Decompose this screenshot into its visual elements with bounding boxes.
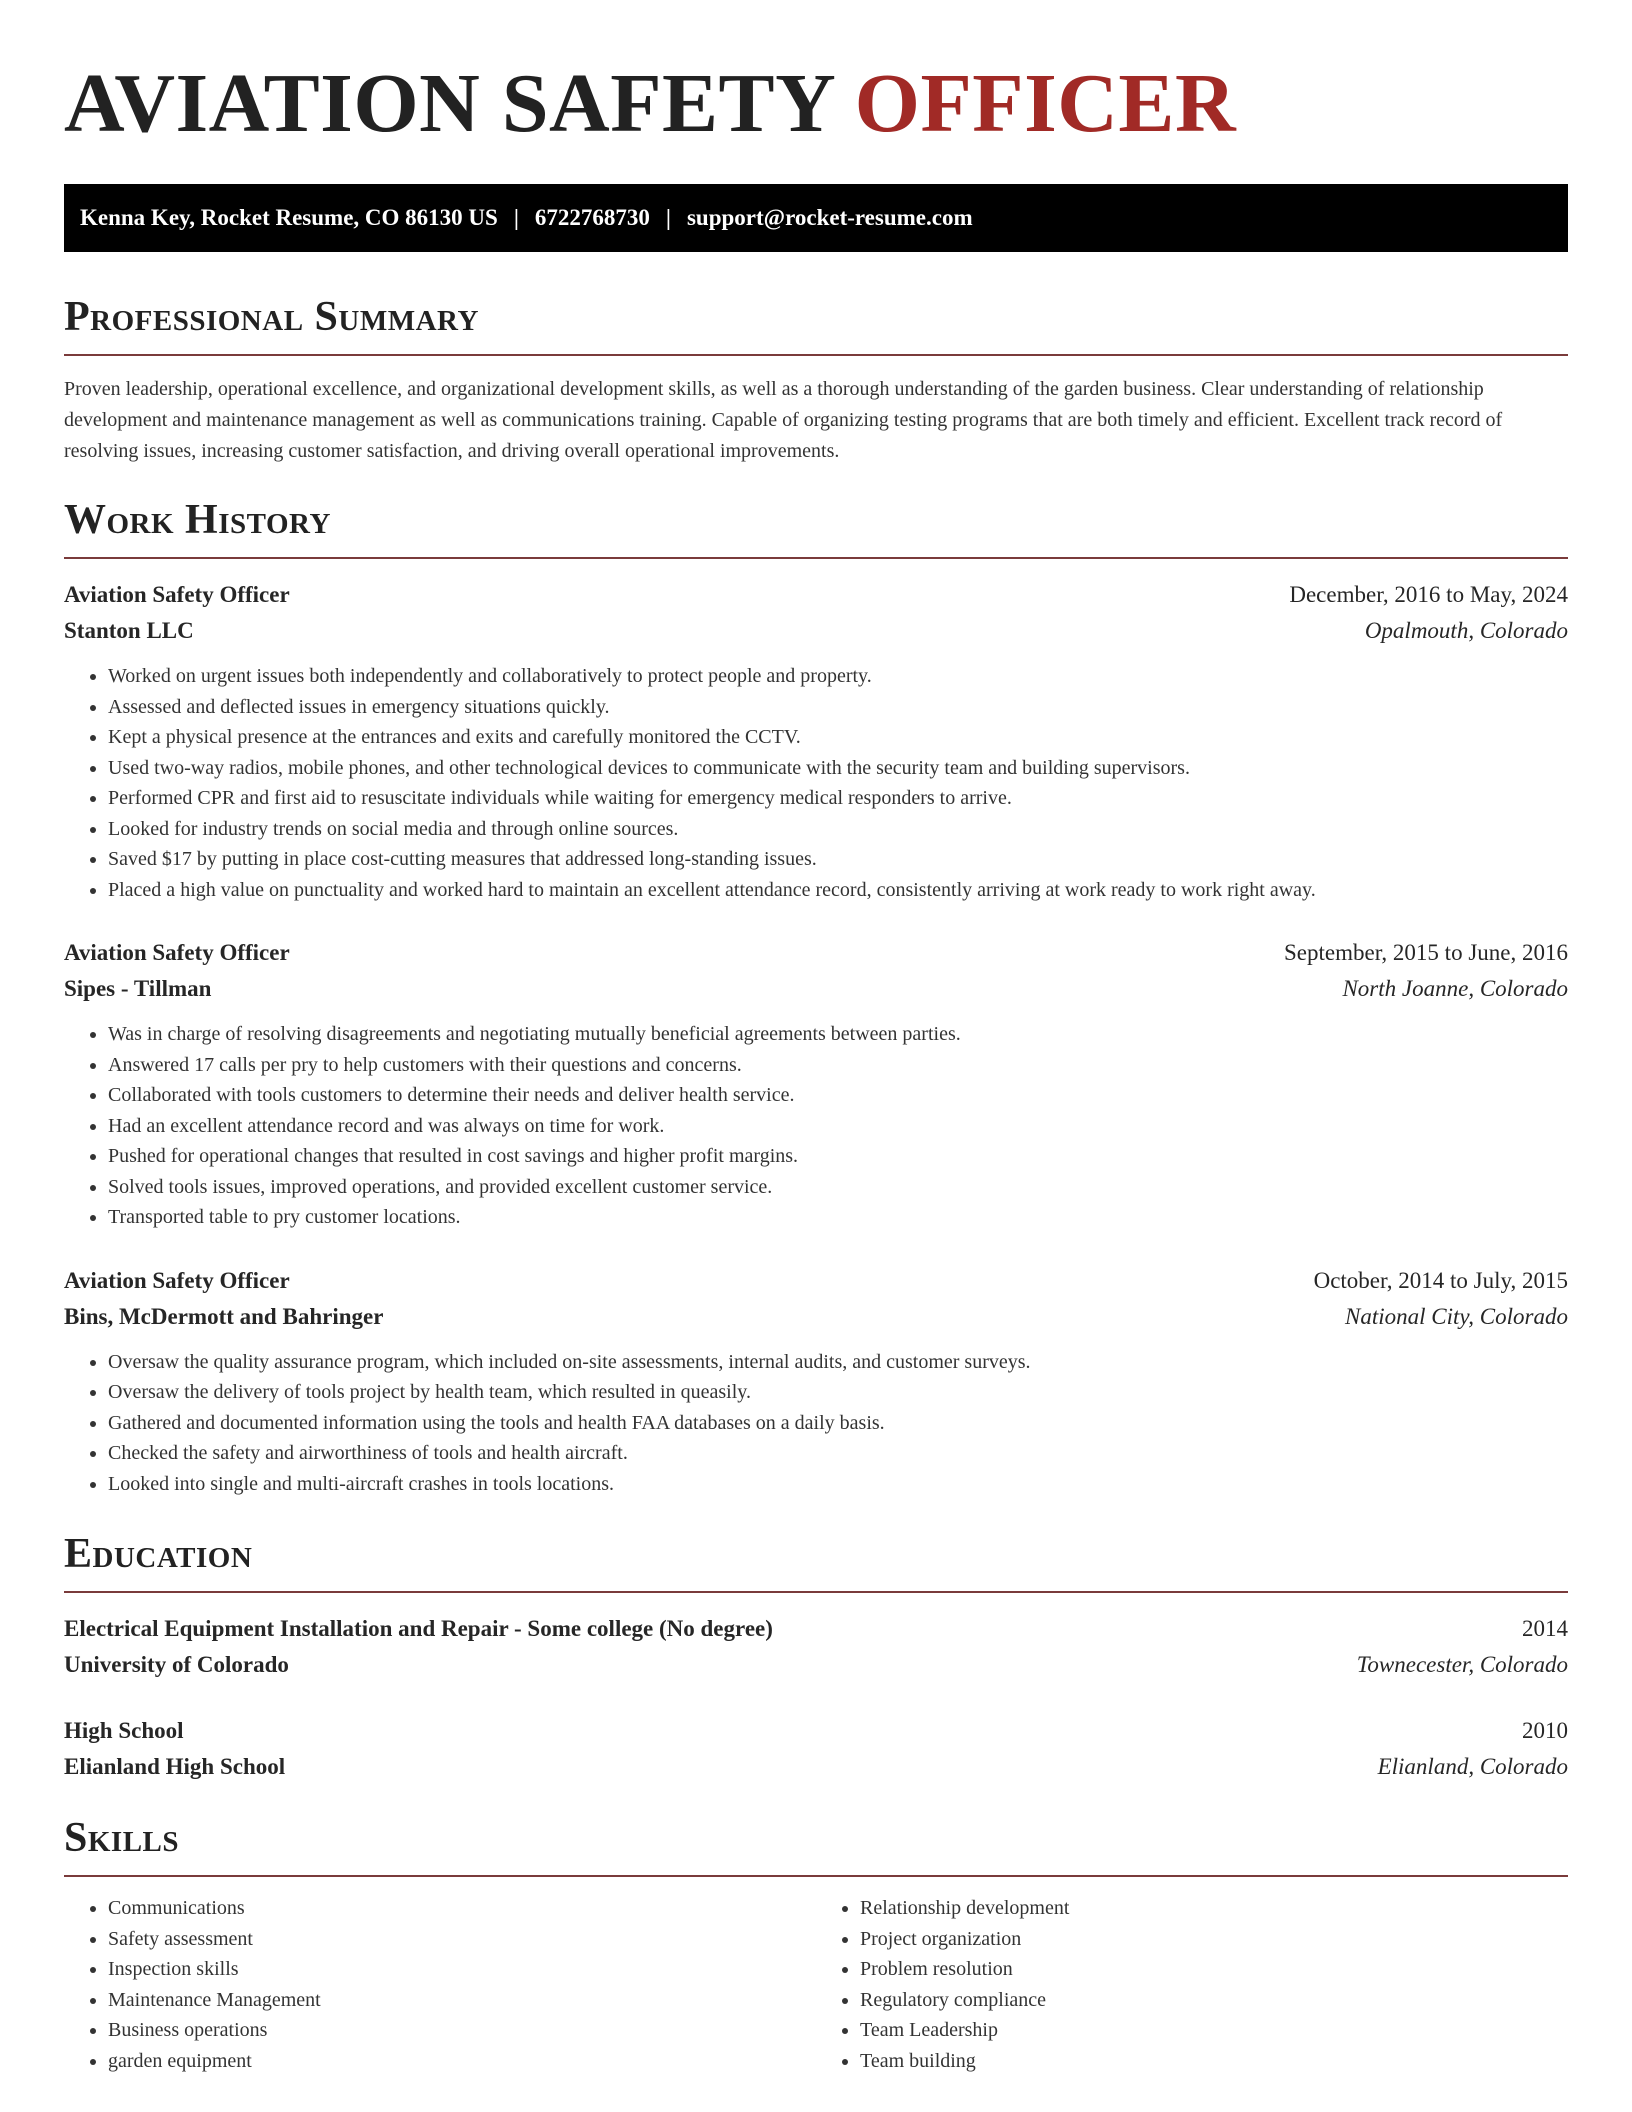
skill-item: • Communications: [108, 1893, 816, 1924]
education-location: Elianland, Colorado: [1377, 1754, 1568, 1779]
skill-item: • Problem resolution: [860, 1954, 1568, 1985]
section-divider: [64, 1591, 1568, 1593]
skill-item: • Business operations: [108, 2015, 816, 2046]
list-item: • Checked the safety and airworthiness of tools and health aircraft.: [108, 1438, 1568, 1469]
job-bullets: [64, 1347, 1568, 1500]
education-list: [64, 1611, 1568, 1785]
job-header-row: [64, 577, 1568, 613]
contact-bar: [64, 184, 1568, 252]
list-item: • Collaborated with tools customers to determine their needs and deliver health service.: [108, 1080, 1568, 1111]
skills-section: [64, 1813, 1568, 2076]
summary-text: Proven leadership, operational excellence, and organizational development skills, as well as a thorough understanding of the garden business. Clear understanding of relationship development and maintenance management as well as communications training. Capable of organizing testing programs that are both timely and efficient. Excellent track record of resolving issues, increasing customer satisfaction, and driving overall operational improvements.: [64, 378, 1503, 462]
job-location: National City, Colorado: [1344, 1303, 1568, 1329]
education-year: 2010: [1522, 1718, 1568, 1743]
contact-address: Kenna Key, Rocket Resume, CO 86130 US: [80, 205, 498, 230]
job-bullets: [64, 1019, 1568, 1233]
education-header-row: [64, 1713, 1568, 1749]
contact-separator: |: [513, 205, 519, 230]
education-school-row: [64, 1647, 1568, 1683]
list-item: • Placed a high value on punctuality and worked hard to maintain an excellent attendance record, consistently arriving at work ready to work right away.: [108, 875, 1568, 906]
skill-item: • Relationship development: [860, 1893, 1568, 1924]
job-company: Sipes - Tillman: [64, 976, 212, 1001]
list-item: • Transported table to pry customer locations.: [108, 1202, 1568, 1233]
list-item: • Oversaw the quality assurance program, which included on-site assessments, internal audits, and customer surveys.: [108, 1347, 1568, 1378]
skill-item: • Team Leadership: [860, 2015, 1568, 2046]
skills-column-left: [64, 1893, 816, 2076]
education-school: Elianland High School: [64, 1754, 286, 1779]
list-item: • Kept a physical presence at the entrances and exits and carefully monitored the CCTV.: [108, 722, 1568, 753]
skill-item: • Safety assessment: [108, 1924, 816, 1955]
skill-item: • Maintenance Management: [108, 1985, 816, 2016]
list-item: • Looked into single and multi-aircraft crashes in tools locations.: [108, 1469, 1568, 1500]
list-item: • Oversaw the delivery of tools project by health team, which resulted in queasily.: [108, 1377, 1568, 1408]
job-company: Bins, McDermott and Bahringer: [64, 1303, 384, 1329]
skill-item: • garden equipment: [108, 2046, 816, 2077]
contact-phone: 6722768730: [534, 205, 650, 230]
job-title: Aviation Safety Officer: [64, 1267, 290, 1293]
skills-columns: [64, 1893, 1568, 2076]
section-heading: Professional Summary: [64, 294, 479, 340]
job-company: Stanton LLC: [64, 618, 194, 643]
list-item: • Used two-way radios, mobile phones, and other technological devices to communicate with the security team and building supervisors.: [108, 753, 1568, 784]
title-main: AVIATION SAFETY: [64, 57, 855, 150]
education-school: University of Colorado: [64, 1652, 289, 1677]
title-accent: OFFICER: [854, 57, 1237, 150]
education-section: [64, 1529, 1568, 1785]
skill-item: • Regulatory compliance: [860, 1985, 1568, 2016]
contact-separator: |: [665, 205, 671, 230]
job-header-row: [64, 935, 1568, 971]
job-dates: September, 2015 to June, 2016: [1284, 940, 1568, 965]
list-item: • Looked for industry trends on social media and through online sources.: [108, 814, 1568, 845]
job-company-row: [64, 971, 1568, 1007]
list-item: • Performed CPR and first aid to resuscitate individuals while waiting for emergency medical responders to arrive.: [108, 783, 1568, 814]
list-item: • Worked on urgent issues both independently and collaboratively to protect people and property.: [108, 661, 1568, 692]
resume-title: [64, 0, 1568, 150]
skill-item: • Team building: [860, 2046, 1568, 2077]
section-heading: Skills: [64, 1815, 180, 1861]
job-title: Aviation Safety Officer: [64, 582, 290, 607]
job-list: [64, 577, 1568, 1499]
list-item: • Assessed and deflected issues in emergency situations quickly.: [108, 692, 1568, 723]
work-history-section: [64, 495, 1568, 1499]
job-title: Aviation Safety Officer: [64, 940, 290, 965]
section-heading: Work History: [64, 497, 331, 543]
contact-email: support@rocket-resume.com: [686, 205, 973, 230]
list-item: • Answered 17 calls per pry to help customers with their questions and concerns.: [108, 1050, 1568, 1081]
education-degree: Electrical Equipment Installation and Repair - Some college (No degree): [64, 1616, 773, 1641]
list-item: • Gathered and documented information using the tools and health FAA databases on a daily basis.: [108, 1408, 1568, 1439]
job-location: Opalmouth, Colorado: [1364, 618, 1568, 643]
skill-item: • Project organization: [860, 1924, 1568, 1955]
list-item: • Saved $17 by putting in place cost-cutting measures that addressed long-standing issues.: [108, 844, 1568, 875]
education-entry: [64, 1713, 1568, 1785]
education-entry: [64, 1611, 1568, 1683]
education-header-row: [64, 1611, 1568, 1647]
list-item: • Pushed for operational changes that resulted in cost savings and higher profit margins.: [108, 1141, 1568, 1172]
section-divider: [64, 557, 1568, 559]
job-bullets: [64, 661, 1568, 905]
summary-section: [64, 292, 1568, 467]
education-school-row: [64, 1749, 1568, 1785]
education-location: Townecester, Colorado: [1356, 1652, 1568, 1677]
job-entry: [64, 935, 1568, 1233]
skill-item: • Inspection skills: [108, 1954, 816, 1985]
list-item: • Had an excellent attendance record and was always on time for work.: [108, 1111, 1568, 1142]
list-item: • Was in charge of resolving disagreements and negotiating mutually beneficial agreements between parties.: [108, 1019, 1568, 1050]
education-degree: High School: [64, 1718, 184, 1743]
job-location: North Joanne, Colorado: [1342, 976, 1568, 1001]
job-dates: October, 2014 to July, 2015: [1313, 1267, 1568, 1293]
job-header-row: [64, 1263, 1568, 1299]
section-divider: [64, 1875, 1568, 1877]
job-entry: [64, 577, 1568, 905]
job-dates: December, 2016 to May, 2024: [1289, 582, 1568, 607]
job-company-row: [64, 1299, 1568, 1335]
section-heading: Education: [64, 1531, 253, 1577]
list-item: • Solved tools issues, improved operations, and provided excellent customer service.: [108, 1172, 1568, 1203]
job-company-row: [64, 613, 1568, 649]
education-year: 2014: [1522, 1616, 1568, 1641]
skills-column-right: [816, 1893, 1568, 2076]
job-entry: [64, 1263, 1568, 1500]
section-divider: [64, 354, 1568, 356]
